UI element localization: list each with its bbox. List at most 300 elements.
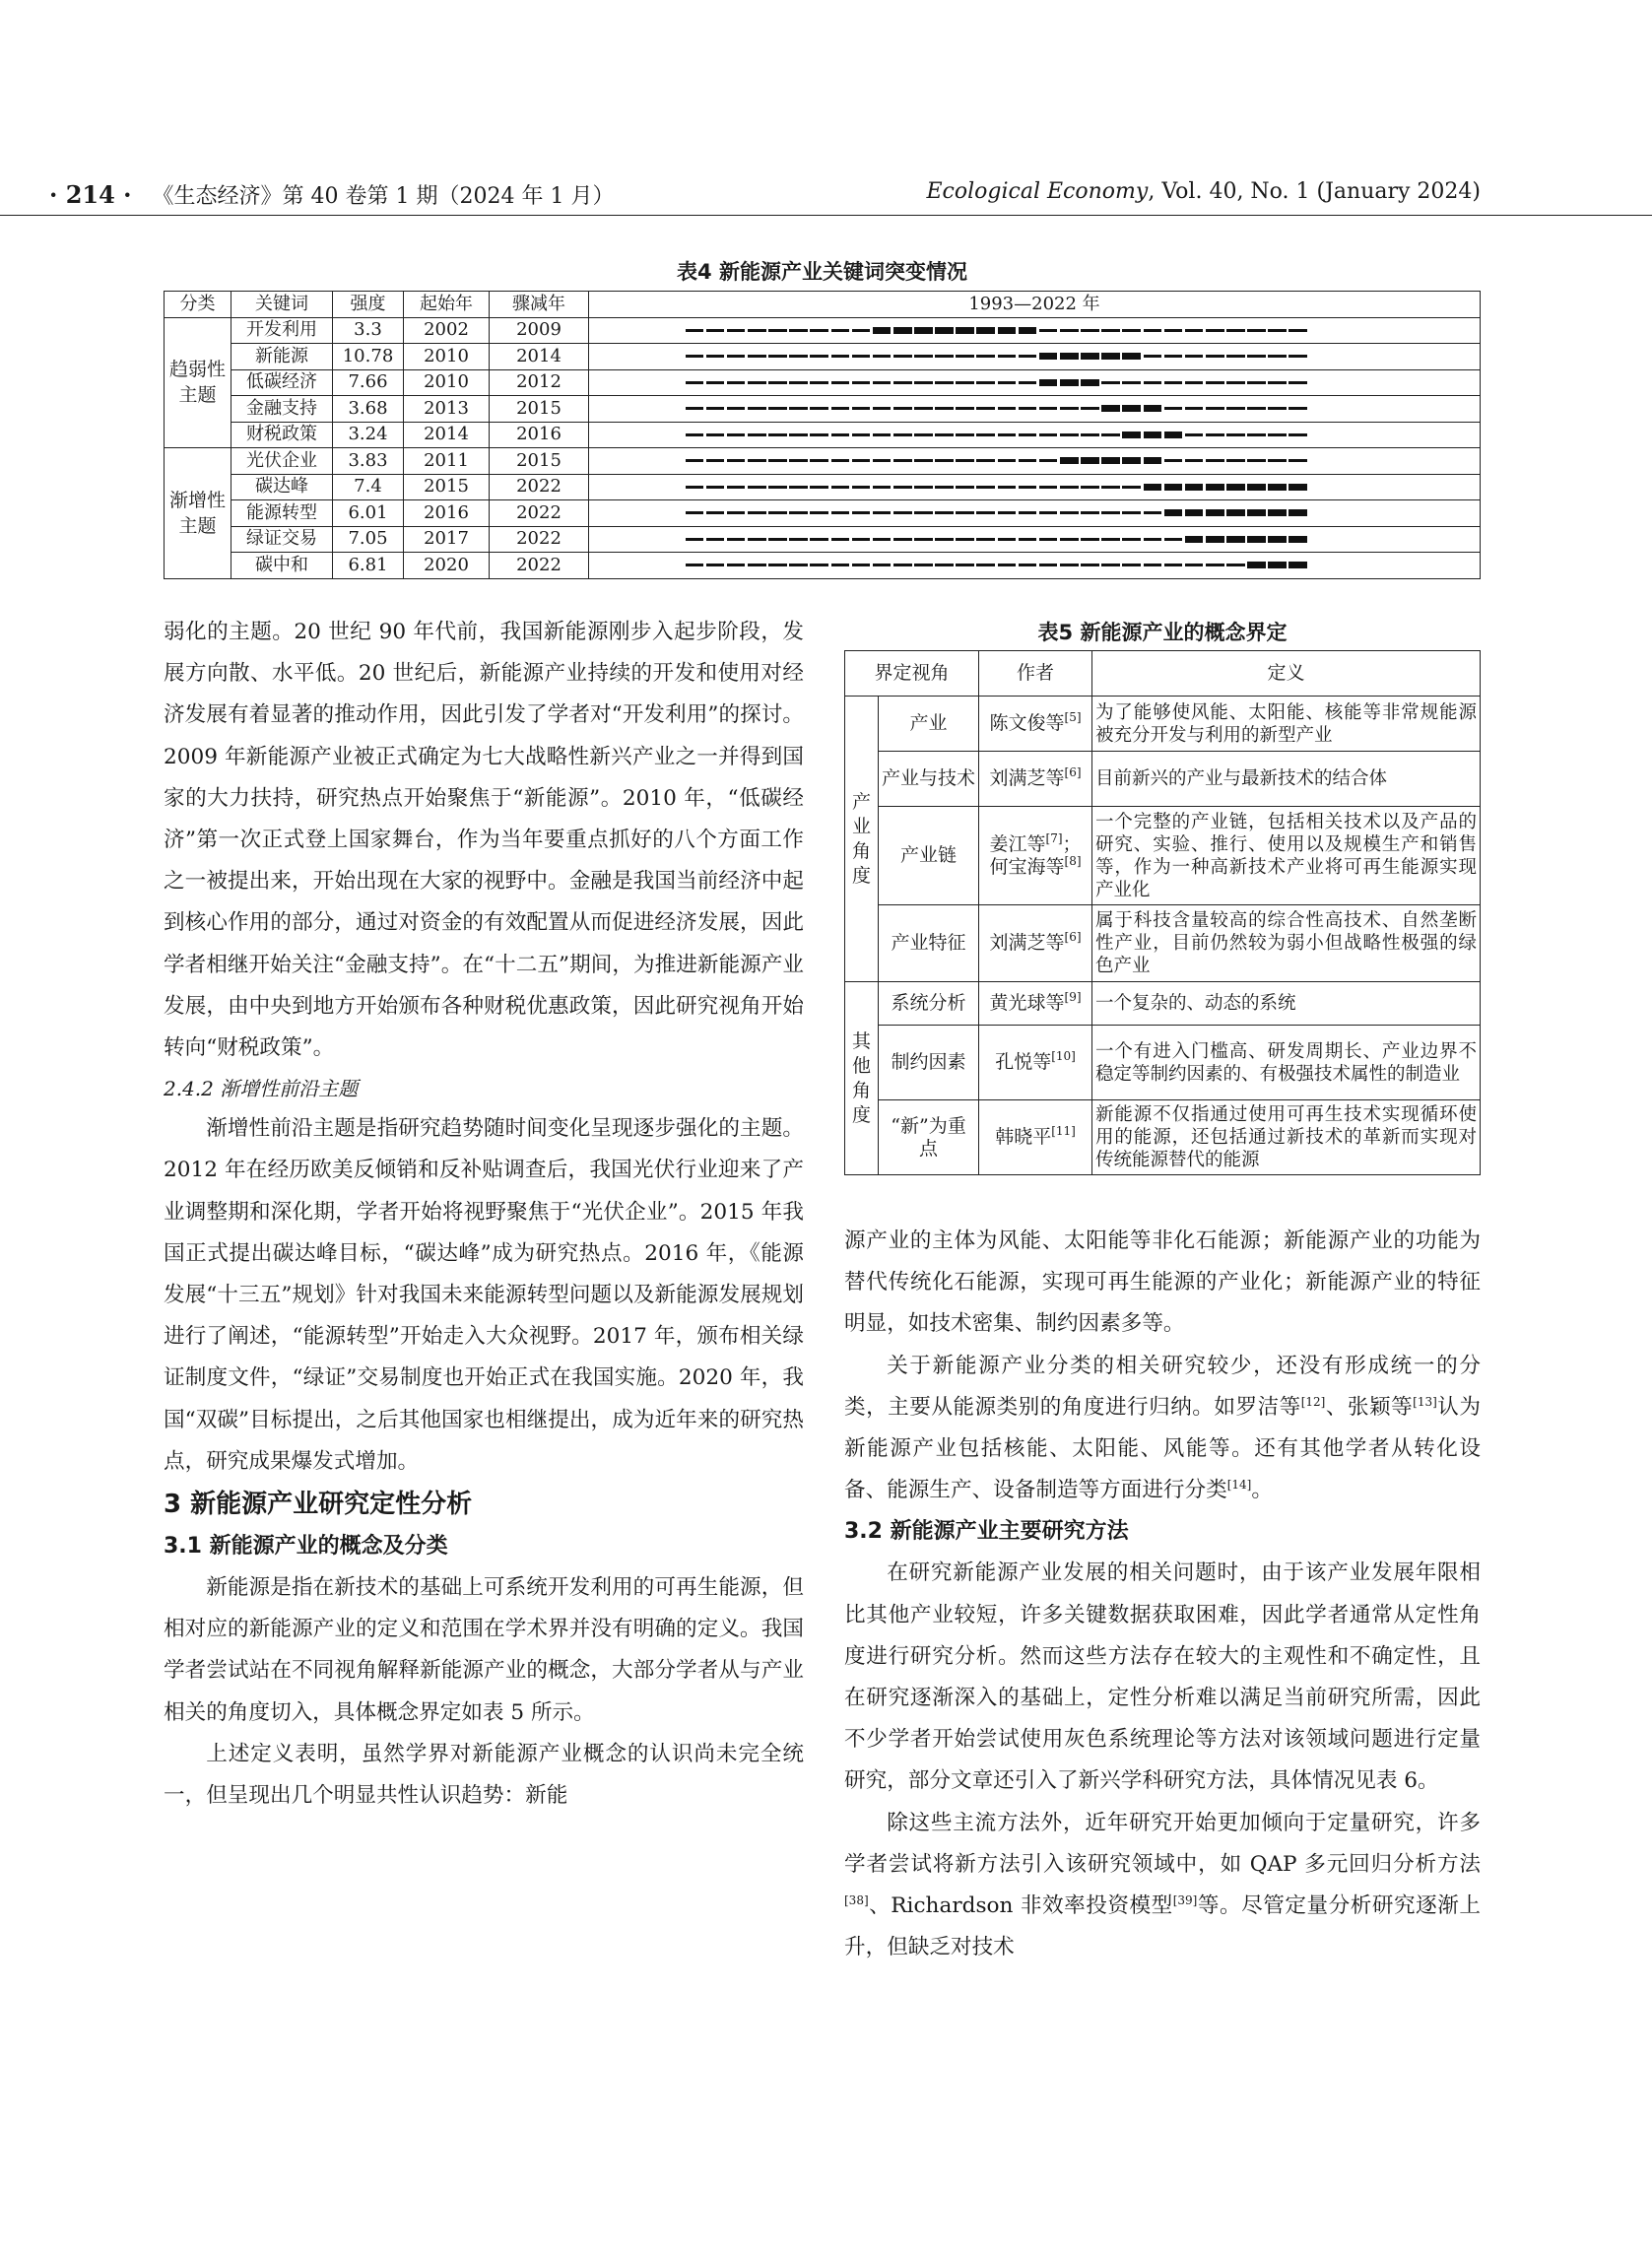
burst-segment-active	[1206, 509, 1224, 516]
burst-segment-inactive	[831, 511, 850, 514]
table4-start-cell: 2014	[404, 422, 490, 448]
table5-row	[845, 1026, 1481, 1100]
burst-segment-inactive	[956, 511, 974, 514]
burst-segment-inactive	[1185, 433, 1204, 436]
burst-segment-inactive	[789, 511, 808, 514]
burst-segment-active	[956, 327, 974, 334]
burst-segment-inactive	[1144, 355, 1162, 358]
table4-burst-timeline	[589, 344, 1481, 370]
burst-segment-inactive	[810, 433, 828, 436]
burst-segment-inactive	[1019, 433, 1037, 436]
burst-segment-inactive	[686, 459, 704, 462]
burst-segment-active	[1164, 484, 1183, 491]
burst-segment-inactive	[727, 538, 746, 541]
author-name: 刘满芝等	[989, 932, 1065, 954]
header-left	[49, 179, 614, 210]
citation-ref: [14]	[1226, 1478, 1252, 1493]
journal-title-en: Ecological Economy	[926, 179, 1149, 204]
table5-caption: 表5 新能源产业的概念界定	[1037, 621, 1288, 644]
burst-segment-inactive	[1185, 564, 1204, 566]
burst-segment-active	[1039, 353, 1058, 360]
burst-segment-inactive	[893, 381, 912, 384]
table4-row	[165, 474, 1481, 500]
burst-segment-inactive	[914, 486, 933, 489]
table4-header-cell: 1993—2022 年	[589, 292, 1481, 318]
burst-segment-inactive	[768, 459, 787, 462]
burst-segment-inactive	[686, 433, 704, 436]
burst-segment-inactive	[686, 486, 704, 489]
burst-segment-inactive	[1164, 564, 1183, 566]
table4-group-label: 趋弱性主题	[165, 317, 231, 448]
burst-segment-inactive	[706, 511, 725, 514]
burst-segment-active	[1122, 405, 1141, 412]
burst-segment-active	[1164, 509, 1183, 516]
burst-segment-active	[1268, 509, 1287, 516]
table4-end-cell: 2009	[490, 317, 589, 344]
burst-segment-inactive	[706, 407, 725, 410]
text-run: 认为新能源产业包括核能、太阳能、风能等。还有其他学者从转化设备、能源生产、设备制造等方面进行分类	[844, 1394, 1481, 1503]
burst-segment-active	[1060, 457, 1079, 464]
header-right	[927, 179, 1482, 204]
burst-segment-inactive	[727, 511, 746, 514]
burst-segment-active	[1206, 536, 1224, 543]
burst-segment-active	[976, 327, 995, 334]
burst-segment-inactive	[852, 355, 871, 358]
table4-keyword-cell: 碳中和	[231, 553, 333, 579]
table4-header-cell: 关键词	[231, 292, 333, 318]
burst-segment-inactive	[1122, 329, 1141, 332]
table5-header-cell: 作者	[979, 651, 1092, 697]
burst-segment-inactive	[1122, 511, 1141, 514]
journal-issue-en: , Vol. 40, No. 1 (January 2024)	[1148, 179, 1481, 204]
citation-ref: [39]	[1172, 1893, 1198, 1908]
burst-segment-active	[1185, 509, 1204, 516]
table4-row	[165, 500, 1481, 527]
burst-segment-inactive	[727, 564, 746, 566]
table4-start-cell: 2011	[404, 448, 490, 475]
burst-segment-inactive	[893, 564, 912, 566]
burst-segment-inactive	[1144, 329, 1162, 332]
burst-segment-inactive	[727, 433, 746, 436]
burst-segment-inactive	[831, 407, 850, 410]
burst-segment-inactive	[1060, 329, 1079, 332]
table5-definition-cell: 一个复杂的、动态的系统	[1092, 982, 1481, 1026]
burst-segment-inactive	[1060, 511, 1079, 514]
table4-end-cell: 2016	[490, 422, 589, 448]
burst-segment-inactive	[1060, 486, 1079, 489]
burst-segment-inactive	[727, 355, 746, 358]
burst-segment-inactive	[1206, 564, 1224, 566]
burst-segment-inactive	[873, 564, 892, 566]
burst-segment-inactive	[748, 329, 766, 332]
burst-segment-inactive	[1039, 511, 1058, 514]
table5-author-cell	[979, 697, 1092, 752]
author-name: 黄光球等	[989, 992, 1065, 1014]
burst-segment-inactive	[1081, 486, 1099, 489]
burst-segment-active	[1060, 353, 1079, 360]
table4-start-cell: 2016	[404, 500, 490, 527]
burst-segment-inactive	[976, 459, 995, 462]
burst-segment-inactive	[1185, 381, 1204, 384]
table4-end-cell: 2022	[490, 474, 589, 500]
right-column	[844, 1221, 1481, 1968]
table4-start-cell: 2015	[404, 474, 490, 500]
burst-segment-inactive	[1185, 329, 1204, 332]
burst-segment-inactive	[706, 433, 725, 436]
table4-burst-timeline	[589, 500, 1481, 527]
burst-segment-active	[1226, 509, 1245, 516]
table4-end-cell: 2022	[490, 500, 589, 527]
burst-segment-active	[1122, 431, 1141, 438]
table4-header-cell: 强度	[333, 292, 404, 318]
burst-segment-inactive	[1226, 564, 1245, 566]
table4-strength-cell: 7.4	[333, 474, 404, 500]
table4-row	[165, 344, 1481, 370]
burst-segment-inactive	[914, 433, 933, 436]
burst-segment-active	[998, 327, 1017, 334]
burst-segment-inactive	[1268, 433, 1287, 436]
table5-definition-cell: 目前新兴的产业与最新技术的结合体	[1092, 752, 1481, 807]
burst-segment-inactive	[789, 407, 808, 410]
burst-segment-inactive	[768, 433, 787, 436]
table5	[844, 650, 1481, 1175]
burst-segment-inactive	[1060, 564, 1079, 566]
author-name: 姜江等	[989, 832, 1046, 855]
author-name: 陈文俊等	[989, 712, 1065, 734]
burst-segment-inactive	[1164, 538, 1183, 541]
burst-segment-inactive	[727, 459, 746, 462]
burst-segment-inactive	[768, 407, 787, 410]
burst-segment-inactive	[1289, 433, 1307, 436]
burst-segment-inactive	[1144, 538, 1162, 541]
burst-segment-active	[1122, 457, 1141, 464]
table4-burst-timeline	[589, 553, 1481, 579]
burst-segment-inactive	[1101, 538, 1120, 541]
burst-segment-inactive	[768, 355, 787, 358]
table5-group-label: 其他角度	[845, 982, 879, 1175]
burst-segment-inactive	[748, 381, 766, 384]
table4-header-cell: 分类	[165, 292, 231, 318]
burst-segment-inactive	[893, 433, 912, 436]
burst-segment-inactive	[956, 564, 974, 566]
subsection-heading-3-1: 3.1 新能源产业的概念及分类	[164, 1534, 448, 1560]
burst-segment-inactive	[1247, 459, 1266, 462]
table4-header-cell: 起始年	[404, 292, 490, 318]
table4-keyword-cell: 财税政策	[231, 422, 333, 448]
burst-segment-inactive	[998, 459, 1017, 462]
paragraph: 弱化的主题。20 世纪 90 年代前，我国新能源刚步入起步阶段，发展方向散、水平低。20 世纪后，新能源产业持续的开发和使用对经济发展有着显著的推动作用，因此引发了学者对“开发利用”的探讨。2009 年新能源产业被正式确定为七大战略性新兴产业之一并得到国家的大力扶持，研究热点开始聚焦于“新能源”。2010 年，“低碳经济”第一次正式登上国家舞台，作为当年要重点抓好的八个方面工作之一被提出来，开始出现在大家的视野中。金融是我国当前经济中起到核心作用的部分，通过对资金的有效配置从而促进经济发展，因此学者相继开始关注“金融支持”。在“十二五”期间，为推进新能源产业发展，由中央到地方开始颁布各种财税优惠政策，因此研究视角开始转向“财税政策”。	[164, 620, 804, 1061]
burst-segment-inactive	[1101, 329, 1120, 332]
text-run: 、Richardson 非效率投资模型	[868, 1893, 1173, 1919]
burst-segment-inactive	[1039, 407, 1058, 410]
table5-view-cell: 产业与技术	[879, 752, 979, 807]
table4-end-cell: 2012	[490, 369, 589, 396]
table4-strength-cell: 3.3	[333, 317, 404, 344]
burst-segment-inactive	[1122, 381, 1141, 384]
burst-segment-inactive	[893, 407, 912, 410]
author-name: 韩晓平	[995, 1126, 1052, 1148]
author-name: 刘满芝等	[989, 767, 1065, 789]
burst-segment-inactive	[748, 486, 766, 489]
burst-segment-inactive	[873, 355, 892, 358]
citation-ref: [38]	[844, 1893, 869, 1908]
burst-segment-inactive	[706, 355, 725, 358]
header-rule	[0, 215, 1652, 216]
burst-segment-inactive	[748, 433, 766, 436]
table4-group-label: 渐增性主题	[165, 448, 231, 579]
table4-burst-timeline	[589, 474, 1481, 500]
burst-segment-inactive	[873, 433, 892, 436]
burst-segment-inactive	[914, 355, 933, 358]
burst-segment-inactive	[852, 486, 871, 489]
burst-segment-inactive	[1081, 433, 1099, 436]
burst-segment-inactive	[935, 433, 954, 436]
burst-segment-inactive	[935, 459, 954, 462]
burst-segment-inactive	[1185, 459, 1204, 462]
burst-segment-inactive	[1289, 407, 1307, 410]
burst-segment-inactive	[706, 329, 725, 332]
table5-author-cell	[979, 905, 1092, 982]
burst-segment-inactive	[998, 486, 1017, 489]
table4-start-cell: 2010	[404, 369, 490, 396]
table5-header-row	[845, 651, 1481, 697]
table4-start-cell: 2013	[404, 396, 490, 423]
burst-segment-inactive	[810, 355, 828, 358]
citation-ref: [11]	[1051, 1124, 1076, 1138]
citation-ref: [13]	[1413, 1394, 1437, 1409]
burst-segment-inactive	[810, 486, 828, 489]
burst-segment-inactive	[914, 564, 933, 566]
burst-segment-inactive	[727, 381, 746, 384]
burst-segment-inactive	[1122, 564, 1141, 566]
burst-segment-inactive	[935, 564, 954, 566]
burst-segment-inactive	[1019, 381, 1037, 384]
table4-row	[165, 448, 1481, 475]
burst-segment-active	[1101, 353, 1120, 360]
burst-segment-inactive	[789, 564, 808, 566]
burst-segment-active	[935, 327, 954, 334]
burst-segment-active	[873, 327, 892, 334]
burst-segment-inactive	[1019, 538, 1037, 541]
burst-segment-inactive	[1289, 329, 1307, 332]
burst-segment-inactive	[1185, 407, 1204, 410]
burst-segment-inactive	[1144, 381, 1162, 384]
burst-segment-inactive	[706, 459, 725, 462]
burst-segment-active	[1144, 405, 1162, 412]
burst-segment-inactive	[873, 381, 892, 384]
burst-segment-inactive	[831, 538, 850, 541]
burst-segment-inactive	[852, 459, 871, 462]
table4	[164, 291, 1481, 579]
burst-segment-inactive	[893, 486, 912, 489]
burst-segment-active	[1144, 484, 1162, 491]
burst-segment-inactive	[810, 538, 828, 541]
burst-segment-inactive	[998, 538, 1017, 541]
burst-segment-active	[914, 327, 933, 334]
burst-segment-inactive	[686, 355, 704, 358]
burst-segment-inactive	[976, 355, 995, 358]
table5-author-cell	[979, 807, 1092, 905]
burst-segment-inactive	[748, 355, 766, 358]
burst-segment-inactive	[1144, 511, 1162, 514]
burst-segment-inactive	[1101, 381, 1120, 384]
author-name: 何宝海等	[989, 855, 1065, 878]
table4-keyword-cell: 开发利用	[231, 317, 333, 344]
burst-segment-inactive	[789, 433, 808, 436]
burst-segment-inactive	[1164, 381, 1183, 384]
burst-segment-inactive	[873, 511, 892, 514]
burst-segment-inactive	[935, 538, 954, 541]
burst-segment-inactive	[976, 538, 995, 541]
table4-burst-timeline	[589, 422, 1481, 448]
table4-strength-cell: 6.81	[333, 553, 404, 579]
burst-segment-inactive	[768, 538, 787, 541]
burst-segment-inactive	[893, 459, 912, 462]
burst-segment-inactive	[935, 381, 954, 384]
burst-segment-inactive	[810, 459, 828, 462]
burst-segment-inactive	[935, 511, 954, 514]
burst-segment-active	[1019, 327, 1037, 334]
table4-burst-timeline	[589, 369, 1481, 396]
burst-segment-inactive	[1206, 355, 1224, 358]
citation-ref: [5]	[1064, 710, 1082, 724]
table4-end-cell: 2022	[490, 526, 589, 553]
burst-segment-inactive	[914, 381, 933, 384]
burst-segment-inactive	[873, 486, 892, 489]
burst-segment-active	[1247, 509, 1266, 516]
burst-segment-active	[1289, 562, 1307, 568]
table4-end-cell: 2022	[490, 553, 589, 579]
table4-header-cell: 骤减年	[490, 292, 589, 318]
burst-segment-inactive	[998, 511, 1017, 514]
table4-strength-cell: 3.24	[333, 422, 404, 448]
table5-author-cell	[979, 982, 1092, 1026]
burst-segment-inactive	[1164, 355, 1183, 358]
table4-keyword-cell: 碳达峰	[231, 474, 333, 500]
burst-segment-inactive	[935, 355, 954, 358]
burst-segment-active	[1268, 562, 1287, 568]
burst-segment-inactive	[976, 433, 995, 436]
text-run: 关于新能源产业分类的相关研究较少，还没有形成统一的分类，主要从能源类别的角度进行归纳。如罗洁等	[844, 1353, 1481, 1420]
table4-end-cell: 2015	[490, 448, 589, 475]
table5-view-cell: 产业	[879, 697, 979, 752]
paragraph	[844, 1803, 1481, 1969]
burst-segment-inactive	[727, 329, 746, 332]
burst-segment-inactive	[1247, 329, 1266, 332]
burst-segment-active	[1144, 457, 1162, 464]
burst-segment-inactive	[789, 486, 808, 489]
burst-segment-inactive	[789, 459, 808, 462]
burst-segment-inactive	[789, 381, 808, 384]
table5-view-cell: 产业链	[879, 807, 979, 905]
burst-segment-inactive	[748, 564, 766, 566]
burst-segment-active	[1081, 457, 1099, 464]
burst-segment-inactive	[956, 407, 974, 410]
burst-segment-inactive	[727, 407, 746, 410]
burst-segment-active	[1185, 536, 1204, 543]
burst-segment-inactive	[1268, 407, 1287, 410]
burst-segment-inactive	[810, 511, 828, 514]
burst-segment-inactive	[831, 355, 850, 358]
burst-segment-inactive	[998, 564, 1017, 566]
citation-ref: [8]	[1064, 853, 1082, 868]
burst-segment-inactive	[852, 407, 871, 410]
burst-segment-inactive	[1226, 329, 1245, 332]
text-run: 等。尽管定量分析研究逐渐上升，但缺乏对技术	[844, 1893, 1481, 1960]
burst-segment-inactive	[1122, 486, 1141, 489]
burst-segment-inactive	[1019, 564, 1037, 566]
burst-segment-inactive	[1039, 329, 1058, 332]
burst-segment-inactive	[686, 381, 704, 384]
burst-segment-inactive	[748, 538, 766, 541]
burst-segment-inactive	[768, 564, 787, 566]
burst-segment-inactive	[831, 564, 850, 566]
burst-segment-active	[1144, 431, 1162, 438]
burst-segment-active	[1226, 536, 1245, 543]
burst-segment-active	[1122, 353, 1141, 360]
burst-segment-inactive	[1081, 564, 1099, 566]
table4-strength-cell: 3.83	[333, 448, 404, 475]
burst-segment-inactive	[852, 433, 871, 436]
burst-segment-active	[1226, 484, 1245, 491]
burst-segment-inactive	[1081, 538, 1099, 541]
burst-segment-inactive	[976, 381, 995, 384]
burst-segment-inactive	[1019, 511, 1037, 514]
burst-segment-inactive	[1226, 459, 1245, 462]
table5-header-cell: 界定视角	[845, 651, 979, 697]
burst-segment-inactive	[810, 329, 828, 332]
citation-ref: [6]	[1064, 765, 1082, 779]
burst-segment-active	[1081, 379, 1099, 386]
burst-segment-inactive	[686, 564, 704, 566]
burst-segment-inactive	[1247, 355, 1266, 358]
burst-segment-inactive	[1122, 538, 1141, 541]
burst-segment-inactive	[1289, 381, 1307, 384]
table4-start-cell: 2017	[404, 526, 490, 553]
section-heading-3: 3 新能源产业研究定性分析	[164, 1490, 473, 1520]
burst-segment-inactive	[1039, 459, 1058, 462]
burst-segment-inactive	[810, 407, 828, 410]
burst-segment-inactive	[956, 381, 974, 384]
burst-segment-inactive	[706, 538, 725, 541]
burst-segment-inactive	[831, 433, 850, 436]
burst-segment-inactive	[1226, 433, 1245, 436]
burst-segment-active	[1101, 405, 1120, 412]
citation-ref: [7]	[1045, 830, 1063, 845]
burst-segment-inactive	[768, 486, 787, 489]
burst-segment-inactive	[1206, 433, 1224, 436]
burst-segment-active	[1039, 379, 1058, 386]
burst-segment-inactive	[935, 407, 954, 410]
burst-segment-inactive	[976, 407, 995, 410]
burst-segment-inactive	[1226, 381, 1245, 384]
running-header	[0, 173, 1652, 217]
burst-segment-inactive	[1101, 564, 1120, 566]
burst-segment-inactive	[1101, 486, 1120, 489]
text-run: 。	[1251, 1478, 1273, 1503]
table4-strength-cell: 6.01	[333, 500, 404, 527]
table4-burst-timeline	[589, 448, 1481, 475]
burst-segment-inactive	[768, 511, 787, 514]
table4-row	[165, 553, 1481, 579]
burst-segment-inactive	[768, 381, 787, 384]
table4-keyword-cell: 新能源	[231, 344, 333, 370]
burst-segment-inactive	[1164, 329, 1183, 332]
burst-segment-inactive	[748, 459, 766, 462]
burst-segment-inactive	[686, 329, 704, 332]
burst-segment-inactive	[998, 355, 1017, 358]
burst-segment-inactive	[1101, 433, 1120, 436]
